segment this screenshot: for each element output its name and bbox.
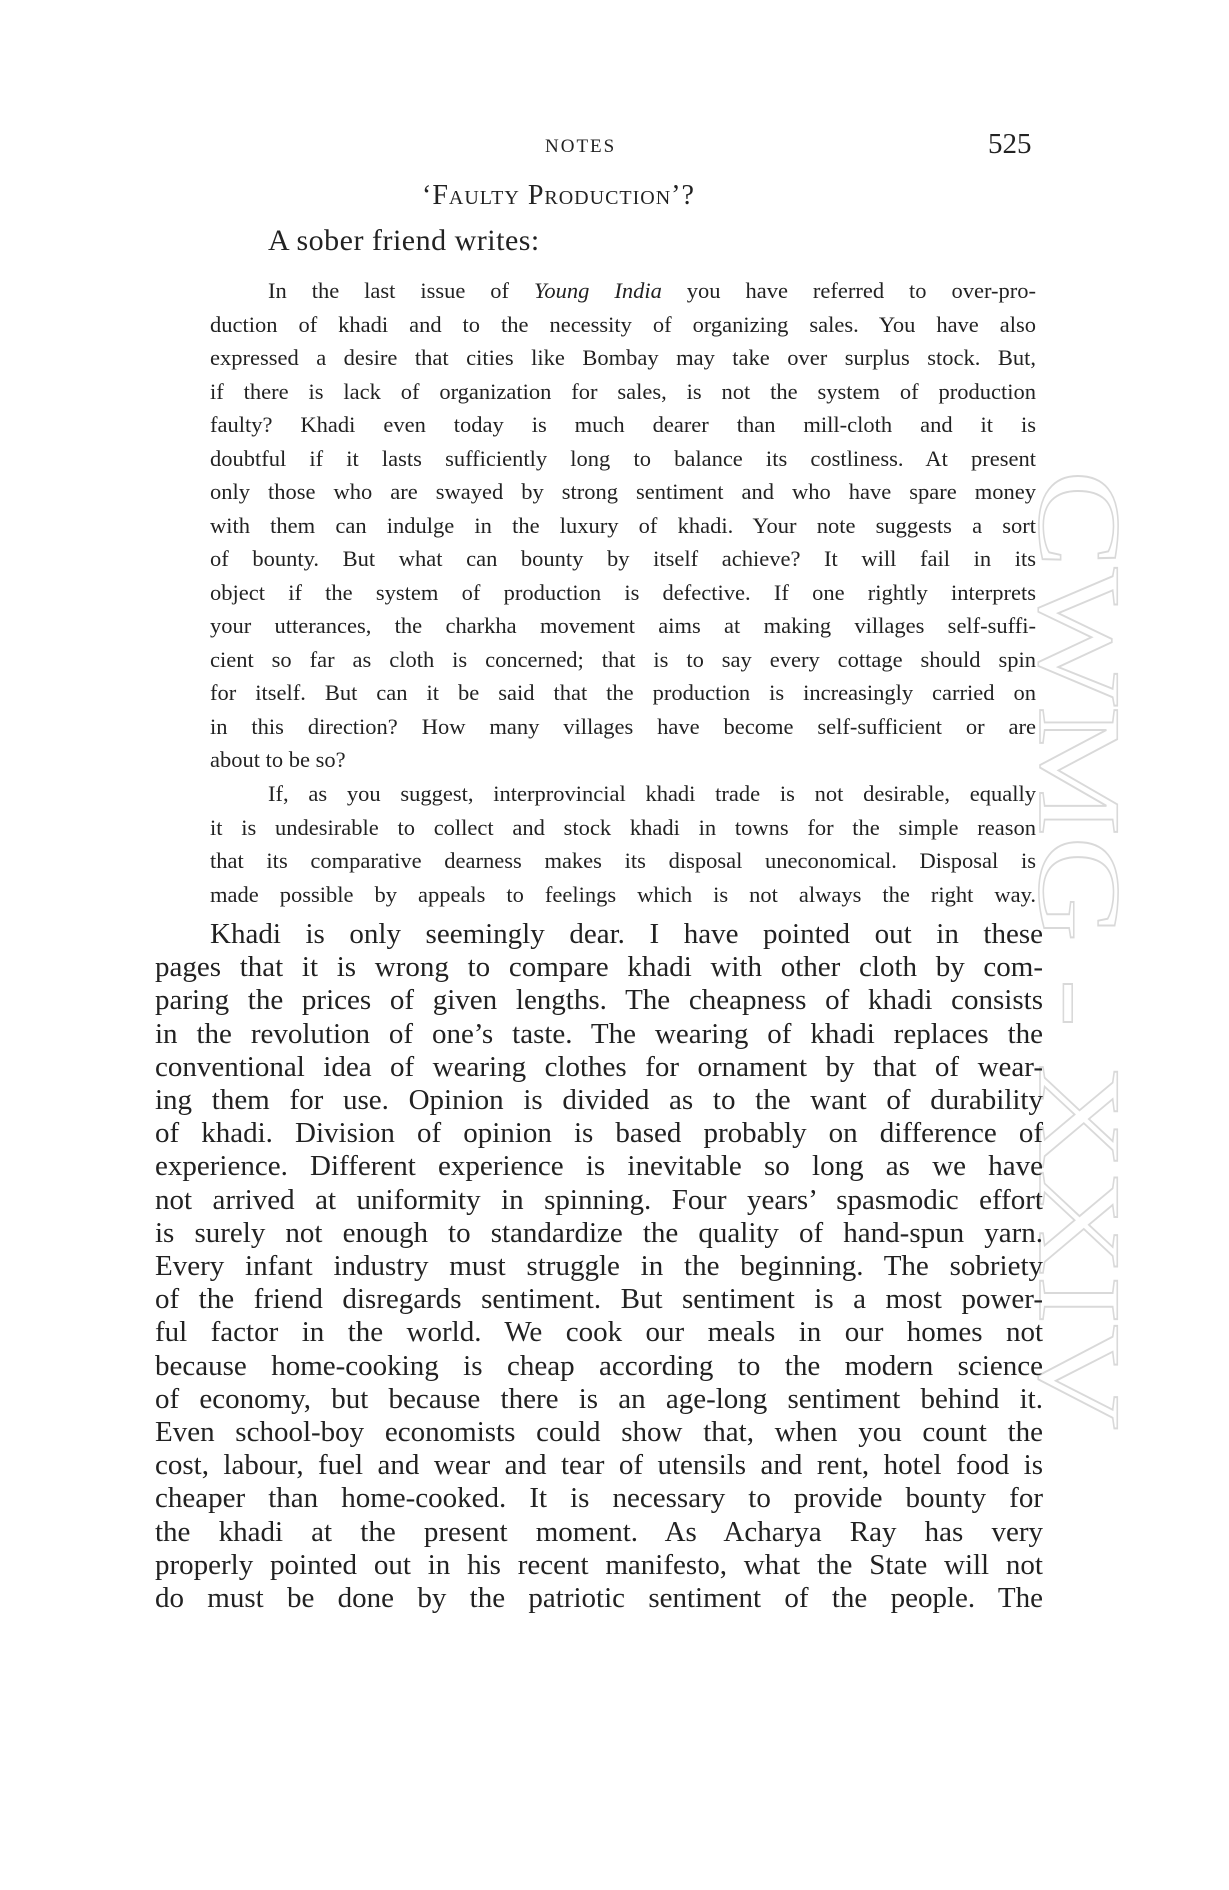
body-line: in the revolution of one’s taste. The wearing of khadi replaces the bbox=[155, 1017, 1043, 1050]
section-title: ‘Faulty Production’? bbox=[422, 180, 695, 211]
quote-line: in this direction? How many villages have become self-sufficient or are bbox=[210, 713, 1036, 739]
quote-line: it is undesirable to collect and stock khadi in towns for the simple reason bbox=[210, 814, 1036, 840]
body-line: of economy, but because there is an age-long sentiment behind it. bbox=[155, 1382, 1043, 1415]
quote-line: duction of khadi and to the necessity of organizing sales. You have also bbox=[210, 311, 1036, 337]
body-line: paring the prices of given lengths. The cheapness of khadi consists bbox=[155, 984, 1043, 1017]
lead-in-text: A sober friend writes: bbox=[268, 224, 540, 257]
body-line: cost, labour, fuel and wear and tear of utensils and rent, hotel food is bbox=[155, 1449, 1043, 1482]
body-line: Every infant industry must struggle in the beginning. The sobriety bbox=[155, 1250, 1043, 1283]
body-line: not arrived at uniformity in spinning. Four years’ spasmodic effort bbox=[155, 1183, 1043, 1216]
body-paragraph bbox=[155, 918, 1043, 1615]
body-line: ing them for use. Opinion is divided as to the want of durability bbox=[155, 1084, 1043, 1117]
quote-line: your utterances, the charkha movement aims at making villages self-suffi- bbox=[210, 613, 1036, 638]
body-line: conventional idea of wearing clothes for ornament by that of wear- bbox=[155, 1050, 1043, 1083]
quoted-letter-paragraph-1 bbox=[210, 274, 1036, 777]
quoted-letter-paragraph-2 bbox=[210, 777, 1036, 911]
quote-line: doubtful if it lasts sufficiently long to balance its costliness. At present bbox=[210, 445, 1036, 471]
quote-line: only those who are swayed by strong sentiment and who have spare money bbox=[210, 479, 1036, 504]
body-line: of the friend disregards sentiment. But sentiment is a most power- bbox=[155, 1283, 1043, 1316]
running-head: NOTES bbox=[545, 136, 617, 157]
quote-line: with them can indulge in the luxury of khadi. Your note suggests a sort bbox=[210, 512, 1036, 538]
quote-line: for itself. But can it be said that the production is increasingly carried on bbox=[210, 680, 1036, 705]
body-line: ful factor in the world. We cook our meals in our homes not bbox=[155, 1316, 1043, 1349]
quote-line: if there is lack of organization for sales, is not the system of production bbox=[210, 378, 1036, 404]
page-number: 525 bbox=[988, 128, 1032, 160]
quote-line: cient so far as cloth is concerned; that is to say every cottage should spin bbox=[210, 646, 1036, 672]
quote-line: of bounty. But what can bounty by itself achieve? It will fail in its bbox=[210, 546, 1036, 571]
quote-line: object if the system of production is defective. If one rightly interprets bbox=[210, 579, 1036, 605]
quote-line: made possible by appeals to feelings which is not always the right way. bbox=[210, 881, 1036, 907]
body-line: because home-cooking is cheap according to the modern science bbox=[155, 1349, 1043, 1382]
body-line: is surely not enough to standardize the quality of hand-spun yarn. bbox=[155, 1216, 1043, 1249]
quote-line: expressed a desire that cities like Bombay may take over surplus stock. But, bbox=[210, 345, 1036, 370]
quote-line: If, as you suggest, interprovincial khadi trade is not desirable, equally bbox=[268, 781, 1036, 806]
body-line: the khadi at the present moment. As Acharya Ray has very bbox=[155, 1515, 1043, 1548]
quote-line: In the last issue of Young India you have referred to over-pro- bbox=[268, 278, 1036, 303]
body-line: of khadi. Division of opinion is based probably on difference of bbox=[155, 1117, 1043, 1150]
quote-line: about to be so? bbox=[210, 747, 346, 772]
body-line: cheaper than home-cooked. It is necessary to provide bounty for bbox=[155, 1482, 1043, 1515]
publication-title: Young India bbox=[533, 278, 662, 303]
watermark-text: CWMG - XXIV bbox=[1014, 470, 1145, 1244]
body-line: pages that it is wrong to compare khadi with other cloth by com- bbox=[155, 951, 1043, 984]
body-line: do must be done by the patriotic sentiment of the people. The bbox=[155, 1582, 1043, 1615]
quote-line: faulty? Khadi even today is much dearer than mill-cloth and it is bbox=[210, 412, 1036, 437]
quote-line: that its comparative dearness makes its disposal uneconomical. Disposal is bbox=[210, 848, 1036, 873]
body-line: Even school-boy economists could show that, when you count the bbox=[155, 1416, 1043, 1449]
body-line: Khadi is only seemingly dear. I have pointed out in these bbox=[210, 918, 1043, 950]
body-line: properly pointed out in his recent manifesto, what the State will not bbox=[155, 1548, 1043, 1581]
body-line: experience. Different experience is inevitable so long as we have bbox=[155, 1150, 1043, 1183]
